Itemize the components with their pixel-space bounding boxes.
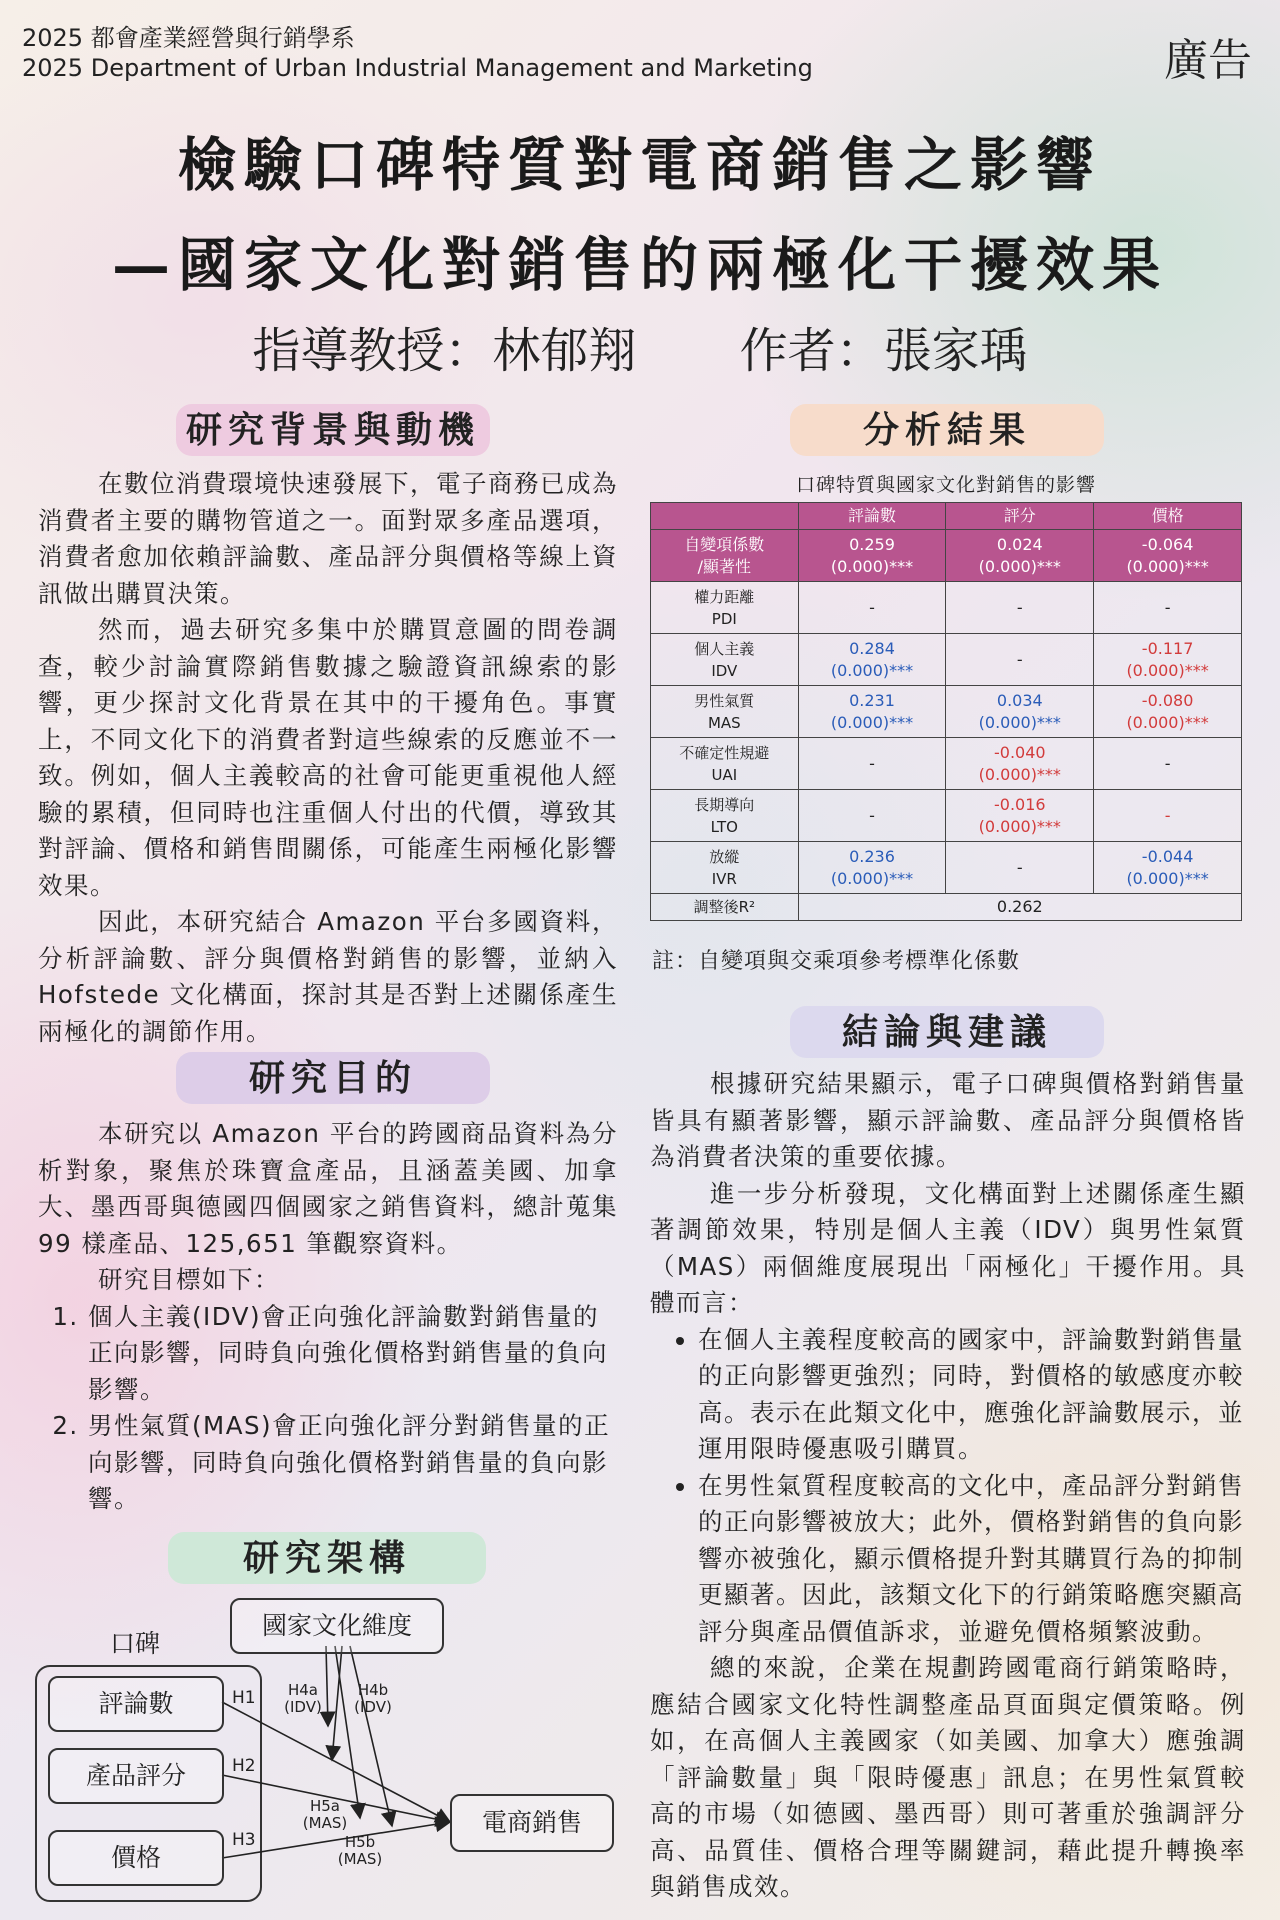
table-cell: -: [946, 842, 1094, 894]
row-label: 個人主義 IDV: [651, 634, 799, 686]
col-header: 價格: [1094, 503, 1242, 530]
goal-item: 2. 男性氣質(MAS)會正向強化評分對銷售量的正向影響，同時負向強化價格對銷售量的負向影響。: [88, 1408, 618, 1518]
row-label: 權力距離 PDI: [651, 582, 799, 634]
row-label: 男性氣質 MAS: [651, 686, 799, 738]
h5a-label: H5a (MAS): [302, 1797, 348, 1832]
table-cell: 0.231 (0.000)***: [798, 686, 946, 738]
conclusion-paragraph: 總的來說，企業在規劃跨國電商行銷策略時，應結合國家文化特性調整產品頁面與定價策略。例如，在高個人主義國家（如美國、加拿大）應強調「評論數量」與「限時優惠」訊息；在男性氣質較高的市場（如德國、墨西哥）則可著重於強調評分高、品質佳、價格合理等關鍵詞，藉此提升轉換率與銷售成效。: [650, 1653, 1246, 1901]
h4a-label: H4a (IDV): [284, 1681, 322, 1716]
table-cell: 0.034 (0.000)***: [946, 686, 1094, 738]
background-paragraph: 因此，本研究結合 Amazon 平台多國資料，分析評論數、評分與價格對銷售的影響，並納入 Hofstede 文化構面，探討其是否對上述關係產生兩極化的調節作用。: [38, 907, 618, 1046]
dept-name-en: 2025 Department of Urban Industrial Management and Marketing: [22, 54, 813, 82]
framework-heading: 研究架構: [168, 1532, 486, 1584]
table-cell: -: [798, 790, 946, 842]
goal-item: 1. 個人主義(IDV)會正向強化評論數對銷售量的正向影響，同時負向強化價格對銷售量的負向影響。: [88, 1299, 618, 1409]
table-cell: -: [1094, 582, 1242, 634]
table-row: [651, 530, 1242, 582]
table-note: 註：自變項與交乘項參考標準化係數: [652, 949, 1021, 974]
col-header: 評分: [946, 503, 1094, 530]
conclusion-paragraph: 進一步分析發現，文化構面對上述關係產生顯著調節效果，特別是個人主義（IDV）與男性氣質（MAS）兩個維度展現出「兩極化」干擾作用。具體而言：: [650, 1178, 1246, 1317]
table-cell: -0.064 (0.000)***: [1094, 530, 1242, 582]
conclusion-paragraph: 根據研究結果顯示，電子口碑與價格對銷售量皆具有顯著影響，顯示評論數、產品評分與價格皆為消費者決策的重要依據。: [650, 1069, 1246, 1171]
h4a-arrow: [326, 1646, 328, 1726]
table-cell: -0.044 (0.000)***: [1094, 842, 1242, 894]
row-label: 自變項係數 /顯著性: [651, 530, 799, 582]
background-paragraph: 在數位消費環境快速發展下，電子商務已成為消費者主要的購物管道之一。面對眾多產品選項，消費者愈加依賴評論數、產品評分與價格等線上資訊做出購買決策。: [38, 469, 618, 608]
advisor: 指導教授：林郁翔: [252, 323, 637, 379]
h2-label: H2: [232, 1756, 256, 1776]
table-cell: -0.016 (0.000)***: [946, 790, 1094, 842]
col-header: 評論數: [798, 503, 946, 530]
table-row: [651, 582, 1242, 634]
purpose-heading: 研究目的: [176, 1052, 490, 1104]
conclusion-section: [650, 1066, 1246, 1906]
table-cell: -0.117 (0.000)***: [1094, 634, 1242, 686]
price-box: 價格: [48, 1830, 224, 1886]
title-line-1: 檢驗口碑特質對電商銷售之影響: [177, 131, 1102, 199]
recommendation-list: [650, 1322, 1246, 1651]
table-cell: 0.284 (0.000)***: [798, 634, 946, 686]
background-paragraph: 然而，過去研究多集中於購買意圖的問卷調查，較少討論實際銷售數據之驗證資訊線索的影響，更少探討文化背景在其中的干擾角色。事實上，不同文化下的消費者對這些線索的反應並不一致。例如，個人主義較高的社會可能更重視他人經驗的累積，但同時也注重個人付出的代價，導致其對評論、價格和銷售間關係，可能產生兩極化影響效果。: [38, 615, 618, 900]
author: 作者：張家瑀: [739, 323, 1028, 379]
table-row: [651, 738, 1242, 790]
wom-label: 口碑: [110, 1629, 161, 1658]
goals-list: [38, 1299, 618, 1518]
table-row: [651, 842, 1242, 894]
ad-label: 廣告: [1164, 35, 1252, 86]
table-row: [651, 686, 1242, 738]
conclusion-heading: 結論與建議: [790, 1006, 1104, 1058]
culture-box: 國家文化維度: [230, 1598, 444, 1654]
background-section: [38, 466, 618, 1050]
title-line-2: —國家文化對銷售的兩極化干擾效果: [111, 231, 1168, 299]
purpose-paragraph: 本研究以 Amazon 平台的跨國商品資料為分析對象，聚焦於珠寶盒產品，且涵蓋美國、加拿大、墨西哥與德國四個國家之銷售資料，總計蒐集 99 樣產品、125,651 筆觀察資料。: [38, 1119, 618, 1258]
table-title: 口碑特質與國家文化對銷售的影響: [795, 474, 1096, 496]
r2-row: [651, 894, 1242, 921]
recommendation-item: • 在個人主義程度較高的國家中，評論數對銷售量的正向影響更強烈；同時，對價格的敏感度亦較高。表示在此類文化中，應強化評論數展示，並運用限時優惠吸引購買。: [698, 1322, 1246, 1468]
authors: [0, 312, 1280, 381]
h5b-arrow: [350, 1646, 392, 1826]
table-cell: -: [798, 582, 946, 634]
table-cell: -: [946, 634, 1094, 686]
r2-label: 調整後R²: [651, 894, 799, 921]
background-heading: 研究背景與動機: [176, 404, 490, 456]
results-table-wrap: [650, 502, 1242, 921]
framework-diagram: [30, 1590, 630, 1910]
row-label: 放縱 IVR: [651, 842, 799, 894]
h3-label: H3: [232, 1830, 256, 1850]
rating-box: 產品評分: [48, 1748, 224, 1804]
h4b-label: H4b (IDV): [354, 1681, 392, 1716]
row-label: 長期導向 LTO: [651, 790, 799, 842]
table-cell: -: [1094, 790, 1242, 842]
purpose-section: [38, 1116, 618, 1518]
table-cell: 0.024 (0.000)***: [946, 530, 1094, 582]
r2-value: 0.262: [798, 894, 1241, 921]
table-row: [651, 634, 1242, 686]
table-cell: -0.040 (0.000)***: [946, 738, 1094, 790]
goals-intro: 研究目標如下：: [98, 1265, 280, 1294]
results-table: [650, 502, 1242, 921]
table-row: [651, 790, 1242, 842]
table-cell: -: [798, 738, 946, 790]
sales-box: 電商銷售: [450, 1794, 614, 1852]
table-cell: 0.259 (0.000)***: [798, 530, 946, 582]
table-cell: -0.080 (0.000)***: [1094, 686, 1242, 738]
recommendation-item: • 在男性氣質程度較高的文化中，產品評分對銷售的正向影響被放大；此外，價格對銷售的負向影響亦被強化，顯示價格提升對其購買行為的抑制更顯著。因此，該類文化下的行銷策略應突顯高評分與產品價值訴求，並避免價格頻繁波動。: [698, 1468, 1246, 1651]
table-cell: -: [946, 582, 1094, 634]
row-label: 不確定性規避 UAI: [651, 738, 799, 790]
results-heading: 分析結果: [790, 404, 1104, 456]
h1-label: H1: [232, 1688, 256, 1708]
reviews-box: 評論數: [48, 1676, 224, 1732]
h5b-label: H5b (MAS): [337, 1833, 383, 1868]
table-cell: 0.236 (0.000)***: [798, 842, 946, 894]
table-cell: -: [1094, 738, 1242, 790]
col-header: [651, 503, 799, 530]
dept-name-zh: 2025 都會產業經營與行銷學系: [22, 24, 355, 52]
